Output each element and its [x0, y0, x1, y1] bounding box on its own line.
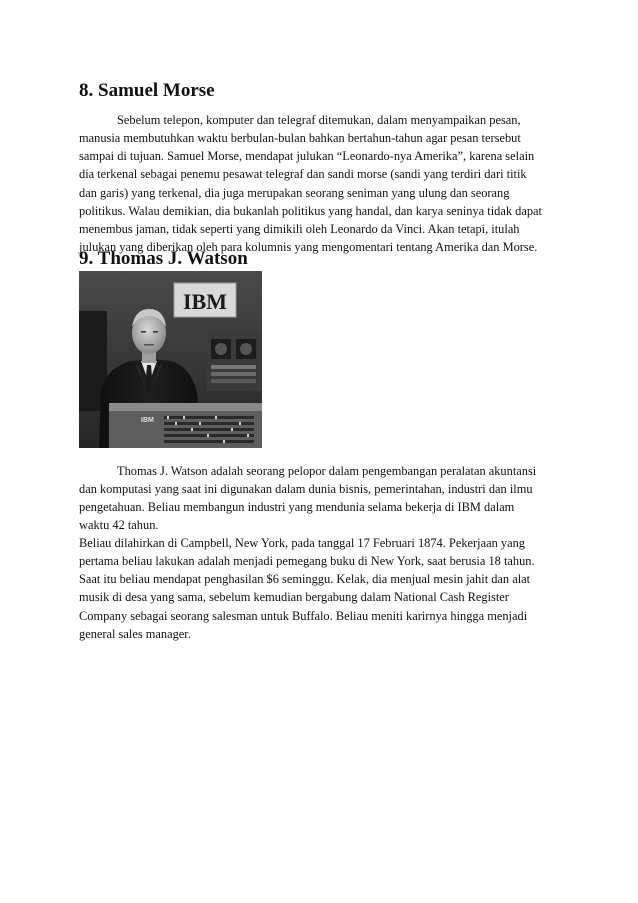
paragraph-line: pengetahuan. Beliau membangun industri yang mendunia selama bekerja di IBM dalam	[79, 500, 515, 515]
paragraph-line: Saat itu beliau mendapat penghasilan $6 seminggu. Kelak, dia menjual mesin jahit dan alat	[79, 572, 531, 587]
paragraph-line: general sales manager.	[79, 626, 191, 641]
paragraph-line: pertama beliau lakukan adalah menjadi pemegang buku di New York, saat berusia 18 tahun.	[79, 554, 535, 569]
paragraph-line: Beliau dilahirkan di Campbell, New York, pada tanggal 17 Februari 1874. Pekerjaan yang	[79, 536, 525, 550]
paragraph-line: Sebelum telepon, komputer dan telegraf ditemukan, dalam menyampaikan pesan,	[117, 113, 521, 127]
section-9-paragraph-2	[79, 534, 569, 643]
paragraph-line: dia terkenal sebagai penemu pesawat telegraf dan sandi morse (sandi yang terdiri dari titik	[79, 167, 527, 182]
paragraph-line: Company sebagai seorang salesman untuk Buffalo. Beliau meniti karirnya hingga menjadi	[79, 608, 528, 623]
paragraph-line: manusia membutuhkan waktu berbulan-bulan bahkan bertahun-tahun agar pesan tersebut	[79, 131, 521, 146]
paragraph-line: dan garis) yang terkenal, dia juga merupakan seorang seniman yang ulung dan seorang	[79, 185, 510, 200]
paragraph-line: Thomas J. Watson adalah seorang pelopor dalam pengembangan peralatan akuntansi	[117, 464, 537, 478]
paragraph-line: musik di desa yang sama, sebelum kemudian bergabung dalam National Cash Register	[79, 590, 509, 605]
section-9-paragraph-1	[79, 462, 569, 535]
section-8-paragraph	[79, 111, 569, 256]
paragraph-line: dan komputasi yang saat ini digunakan dalam dunia bisnis, pemerintahan, industri dan ilmu	[79, 482, 533, 497]
console-ibm-label: IBM	[141, 417, 154, 424]
paragraph-line: politikus. Walau demikian, dia bukanlah politikus yang handal, dan karya seninya tidak dapat	[79, 203, 542, 218]
paragraph-line: waktu 42 tahun.	[79, 518, 159, 533]
thomas-watson-photo	[79, 271, 262, 448]
paragraph-line: sampai di tujuan. Samuel Morse, mendapat julukan “Leonardo-nya Amerika”, karena selain	[79, 149, 535, 164]
ibm-sign-text: IBM	[183, 289, 227, 314]
paragraph-line: julukan yang diberikan oleh para kolumnis yang mengomentari tentang Amerika dan Morse.	[79, 240, 538, 255]
section-9-title: 9. Thomas J. Watson	[79, 248, 248, 269]
section-8-title: 8. Samuel Morse	[79, 80, 215, 101]
paragraph-line: menembus jaman, tidak seperti yang dimikili oleh Leonardo da Vinci. Akan tetapi, itulah	[79, 221, 520, 236]
